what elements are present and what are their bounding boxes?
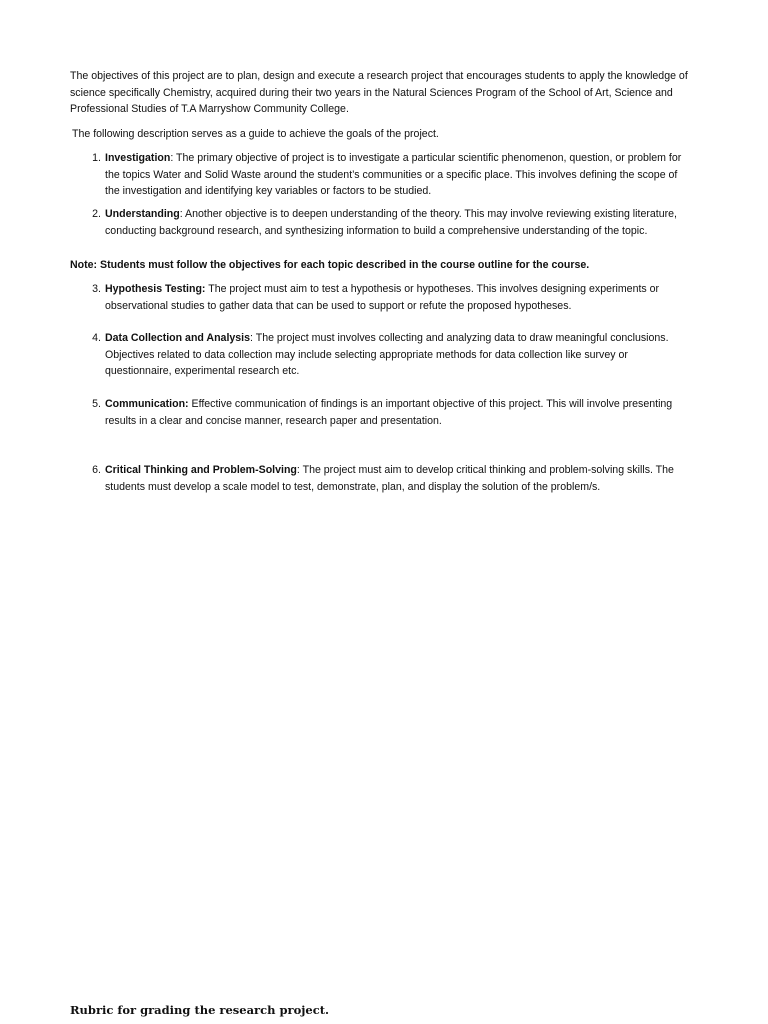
- objective-body: [105, 396, 691, 429]
- objective-text: The project must involves collecting and analyzing data to draw meaningful conclusions. Objectives related to data collection may include selecting appropriate methods for data collection like survey or questionnaire, experimental research etc.: [105, 332, 669, 377]
- objective-number: 2.: [92, 208, 101, 220]
- objective-number: 1.: [92, 152, 101, 164]
- objective-body: [105, 281, 691, 314]
- objective-term: Data Collection and Analysis: [105, 332, 251, 344]
- objective-text: The project must aim to develop critical thinking and problem-solving skills. The students must develop a scale model to test, demonstrate, plan, and display the solution of the problem/s.: [105, 464, 674, 493]
- rubric-heading: Rubric for grading the research project.: [70, 1003, 330, 1017]
- objective-separator: :: [179, 208, 183, 220]
- objective-separator: :: [296, 464, 300, 476]
- objective-body: [105, 206, 691, 239]
- objective-separator: :: [250, 332, 253, 344]
- objective-body: [105, 150, 691, 200]
- objective-text: Another objective is to deepen understanding of the theory. This may involve reviewing existing literature, conducting background research, and synthesizing information to build a comprehensive understanding of the topic.: [105, 208, 677, 237]
- objective-number: 3.: [92, 283, 101, 295]
- objective-body: [105, 330, 691, 380]
- objective-number: 5.: [92, 398, 101, 410]
- objective-body: [105, 462, 691, 495]
- objective-number: 6.: [92, 464, 101, 476]
- objective-text: The primary objective of project is to investigate a particular scientific phenomenon, question, or problem for the topics Water and Solid Waste around the student’s communities or a specific place. This involves defining the scope of the investigation and identifying key variables or factors to be studied.: [105, 152, 682, 197]
- objective-term: Critical Thinking and Problem-Solving: [105, 464, 297, 476]
- objective-term: Investigation: [105, 152, 171, 164]
- objective-separator: :: [170, 152, 174, 164]
- objective-term: Understanding: [105, 208, 180, 220]
- objective-number: 4.: [92, 332, 101, 344]
- objective-term: Communication:: [105, 398, 189, 410]
- note-paragraph: Note: Students must follow the objectives for each topic described in the course outline for the course.: [70, 259, 590, 271]
- objective-text: The project must aim to test a hypothesis or hypotheses. This involves designing experiments or observational studies to gather data that can be used to support or refute the proposed hypotheses.: [105, 283, 660, 312]
- guide-paragraph: The following description serves as a guide to achieve the goals of the project.: [72, 128, 439, 140]
- intro-paragraph: The objectives of this project are to plan, design and execute a research project that encourages students to apply the knowledge of science specifically Chemistry, acquired during their two years in the Natural Sciences Program of the School of Art, Science and Professional Studies of T.A Marryshow Community College.: [70, 70, 688, 115]
- objective-term: Hypothesis Testing:: [105, 283, 206, 295]
- objective-text: Effective communication of findings is an important objective of this project. This will involve presenting results in a clear and concise manner, research paper and presentation.: [105, 398, 673, 427]
